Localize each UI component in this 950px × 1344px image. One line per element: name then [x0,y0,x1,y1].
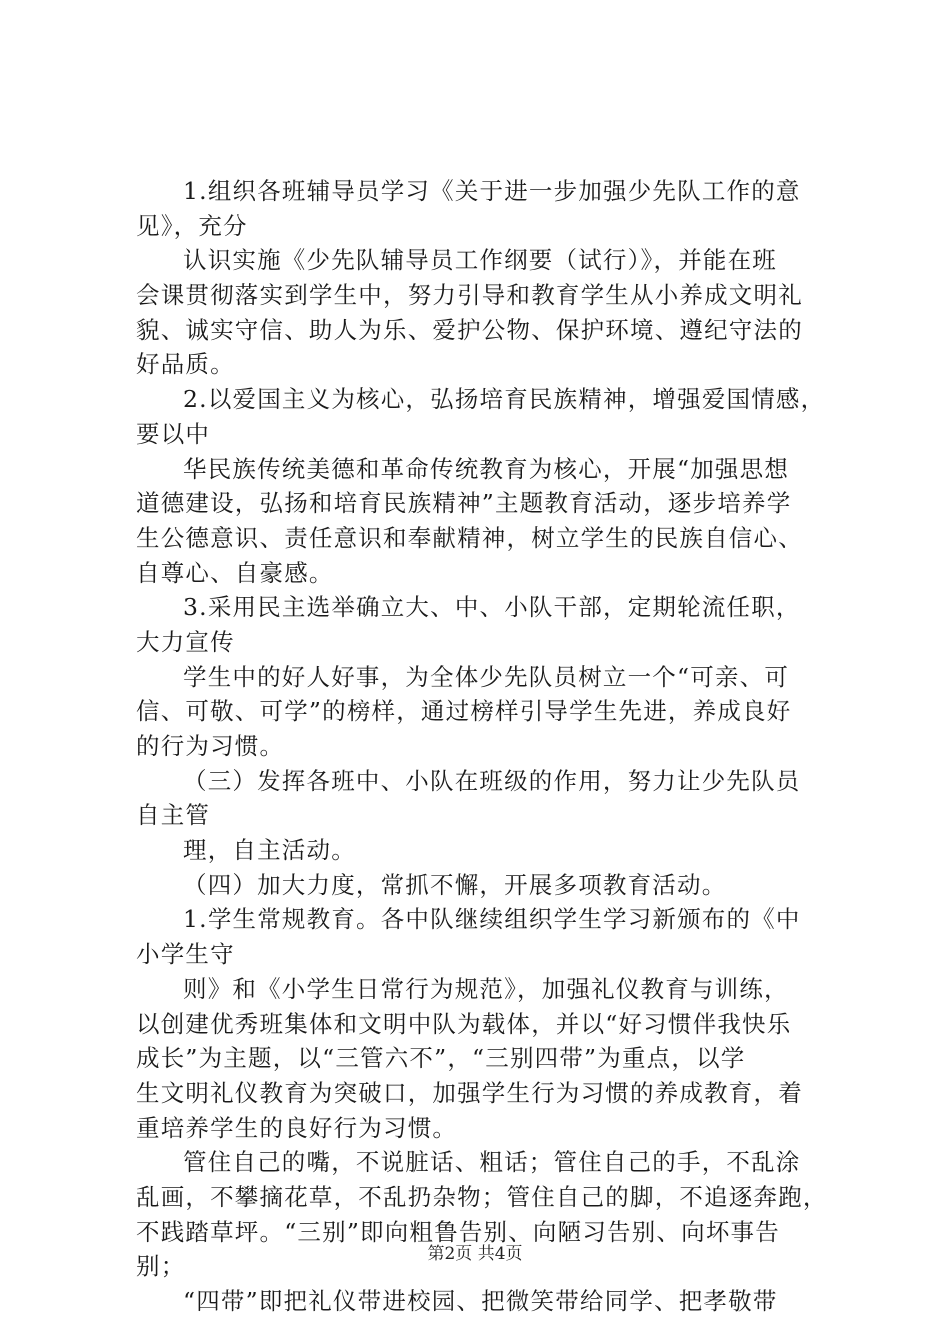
text-line: 自主管 [136,801,211,830]
text-line: 小学生守 [136,940,235,969]
text-line: 会课贯彻落实到学生中，努力引导和教育学生从小养成文明礼 [136,281,803,310]
text-line: 1.组织各班辅导员学习《关于进一步加强少先队工作的意 [183,177,801,205]
text-line: 华民族传统美德和革命传统教育为核心，开展“加强思想 [183,454,790,483]
text-line: 生公德意识、责任意识和奉献精神，树立学生的民族自信心、 [136,523,803,552]
text-line: （三）发挥各班中、小队在班级的作用，努力让少先队员 [183,766,801,795]
text-line: 3.采用民主选举确立大、中、小队干部，定期轮流任职， [183,593,801,622]
text-line: 自尊心、自豪感。 [136,558,334,587]
text-line: 道德建设，弘扬和培育民族精神”主题教育活动，逐步培养学 [136,489,792,518]
text-line: 管住自己的嘴，不说脏话、粗话；管住自己的手，不乱涂 [183,1148,801,1177]
text-line: 生文明礼仪教育为突破口，加强学生行为习惯的养成教育，着 [136,1078,803,1107]
page-footer: 第2页 共4页 [427,1244,523,1264]
text-line: 则》和《小学生日常行为规范》，加强礼仪教育与训练， [183,974,789,1003]
text-line: 认识实施《少先队辅导员工作纲要（试行）》，并能在班 [183,246,777,275]
text-line: 的行为习惯。 [136,732,285,760]
text-line: 不践踏草坪。“三别”即向粗鲁告别、向陋习告别、向坏事告 [136,1217,780,1246]
text-line: 2.以爱国主义为核心，弘扬培育民族精神，增强爱国情感， [183,385,826,414]
text-line: 别； [136,1252,186,1281]
text-line: 以创建优秀班集体和文明中队为载体，并以“好习惯伴我快乐 [136,1009,792,1038]
text-line: 成长”为主题，以“三管六不”，“三别四带”为重点，以学 [136,1044,746,1073]
text-line: 1.学生常规教育。各中队继续组织学生学习新颁布的《中 [183,905,801,934]
text-line: 学生中的好人好事，为全体少先队员树立一个“可亲、可 [183,662,790,691]
text-line: （四）加大力度，常抓不懈，开展多项教育活动。 [183,870,727,899]
text-line: 好品质。 [136,350,235,379]
text-line: 重培养学生的良好行为习惯。 [136,1113,458,1142]
text-line: 见》，充分 [136,211,248,240]
text-line: “四带”即把礼仪带进校园、把微笑带给同学、把孝敬带 [183,1287,778,1315]
text-line: 信、可敬、可学”的榜样，通过榜样引导学生先进，养成良好 [136,697,792,726]
text-line: 大力宣传 [136,627,235,656]
text-line: 乱画，不攀摘花草，不乱扔杂物；管住自己的脚，不追逐奔跑， [136,1182,828,1211]
text-line: 理，自主活动。 [183,836,356,865]
text-line: 貌、诚实守信、助人为乐、爱护公物、保护环境、遵纪守法的 [136,315,803,344]
text-line: 要以中 [136,419,211,448]
document-body [136,174,836,1319]
